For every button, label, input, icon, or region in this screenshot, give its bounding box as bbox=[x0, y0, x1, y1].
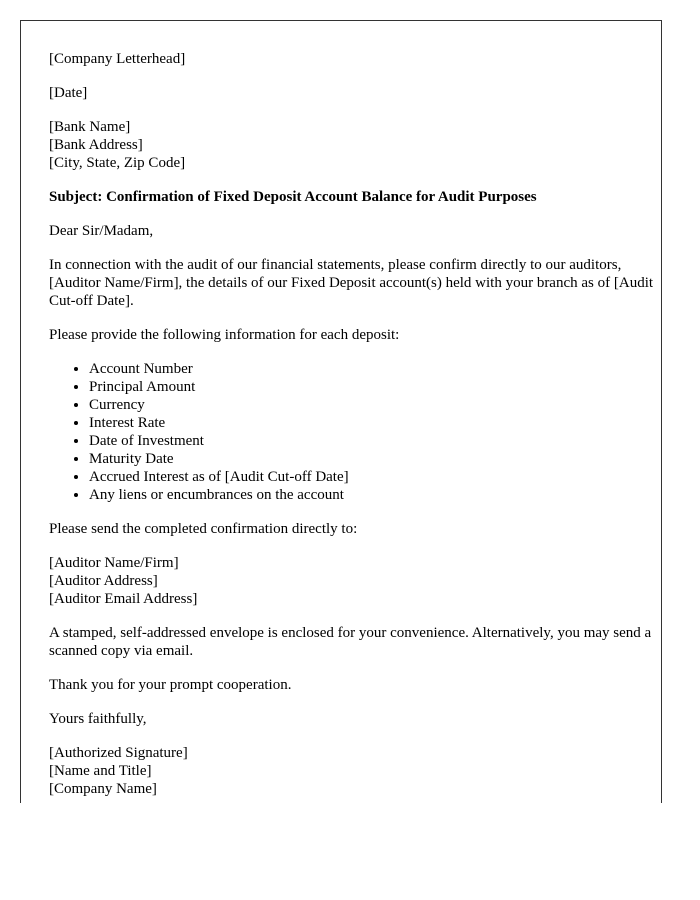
list-item: • Maturity Date bbox=[89, 450, 661, 468]
intro-paragraph: In connection with the audit of our financial statements, please confirm directly to our auditors, [Auditor Name/Firm], the details of our Fixed Deposit account(s) held with your branch as of [Audit Cut-off Date]. bbox=[49, 257, 654, 309]
salutation: Dear Sir/Madam, bbox=[49, 223, 154, 239]
authorized-signature: [Authorized Signature] bbox=[49, 745, 188, 761]
auditor-address-block bbox=[49, 554, 661, 608]
bank-name: [Bank Name] bbox=[49, 119, 131, 135]
auditor-address: [Auditor Address] bbox=[49, 573, 158, 589]
list-item: • Interest Rate bbox=[89, 414, 661, 432]
letter-page bbox=[20, 20, 662, 803]
bank-address: [Bank Address] bbox=[49, 137, 143, 153]
list-item: • Currency bbox=[89, 396, 661, 414]
list-item: • Accrued Interest as of [Audit Cut-off Date] bbox=[89, 468, 661, 486]
date: [Date] bbox=[49, 85, 88, 101]
list-item: • Date of Investment bbox=[89, 432, 661, 450]
request-paragraph: Please provide the following information for each deposit: bbox=[49, 327, 400, 343]
thanks-paragraph: Thank you for your prompt cooperation. bbox=[49, 677, 292, 693]
send-to-paragraph: Please send the completed confirmation directly to: bbox=[49, 521, 358, 537]
list-item: • Account Number bbox=[89, 360, 661, 378]
auditor-email: [Auditor Email Address] bbox=[49, 591, 198, 607]
auditor-name: [Auditor Name/Firm] bbox=[49, 555, 179, 571]
envelope-paragraph: A stamped, self-addressed envelope is enclosed for your convenience. Alternatively, you may send a scanned copy via email. bbox=[49, 625, 652, 659]
closing: Yours faithfully, bbox=[49, 711, 147, 727]
list-item: • Any liens or encumbrances on the account bbox=[89, 486, 661, 504]
list-item: • Principal Amount bbox=[89, 378, 661, 396]
company-name: [Company Name] bbox=[49, 781, 157, 797]
name-and-title: [Name and Title] bbox=[49, 763, 152, 779]
letterhead: [Company Letterhead] bbox=[49, 51, 186, 67]
info-list bbox=[49, 360, 661, 504]
bank-address-block bbox=[49, 118, 661, 172]
signature-block bbox=[49, 744, 661, 798]
bank-city: [City, State, Zip Code] bbox=[49, 155, 186, 171]
subject-line: Subject: Confirmation of Fixed Deposit Account Balance for Audit Purposes bbox=[49, 189, 537, 205]
